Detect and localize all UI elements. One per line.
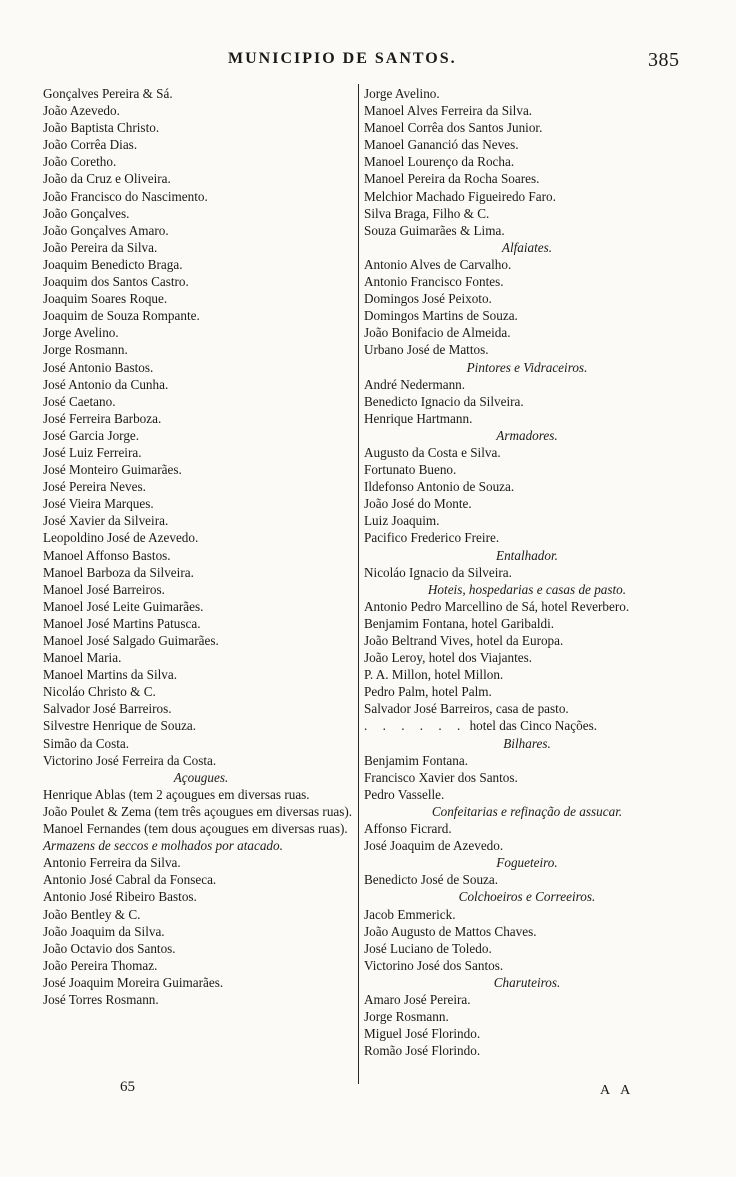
list-entry: Joaquim de Souza Rompante. [43, 308, 200, 324]
list-entry: Jorge Avelino. [43, 325, 119, 341]
list-entry: Leopoldino José de Azevedo. [43, 530, 199, 546]
pintores-list [364, 376, 690, 427]
entalhador-list [364, 564, 690, 581]
page-header [0, 50, 736, 74]
list-entry: Miguel José Florindo. [364, 1026, 481, 1042]
list-entry: Manoel Pereira da Rocha Soares. [364, 171, 540, 187]
section-heading-alfaiates: Alfaiates. [501, 239, 553, 255]
list-entry: Simão da Costa. [43, 735, 130, 751]
list-entry: Ildefonso Antonio de Souza. [364, 479, 515, 495]
list-entry: Manoel Barboza da Silveira. [43, 564, 194, 580]
list-entry: João Octavio dos Santos. [43, 940, 176, 956]
list-entry: José Torres Rosmann. [43, 991, 159, 1007]
list-entry: Benedicto José de Souza. [364, 872, 499, 888]
list-entry: Domingos José Peixoto. [364, 291, 492, 307]
list-entry: Souza Guimarães & Lima. [364, 222, 505, 238]
list-entry: João Beltrand Vives, hotel da Europa. [364, 633, 564, 648]
list-entry: Antonio Ferreira da Silva. [43, 855, 181, 871]
list-entry: João Bonifacio de Almeida. [364, 325, 511, 341]
list-entry: Benjamim Fontana. [364, 752, 469, 768]
list-entry: João Joaquim da Silva. [43, 923, 165, 939]
list-entry: José Monteiro Guimarães. [43, 462, 182, 478]
list-entry: José Xavier da Silveira. [43, 513, 169, 529]
list-entry: Antonio José Ribeiro Bastos. [43, 889, 197, 905]
list-entry: Affonso Ficrard. [364, 821, 452, 837]
list-entry: José Luciano de Toledo. [364, 940, 492, 956]
list-entry: Jorge Rosmann. [43, 342, 128, 358]
page-footer [0, 1079, 736, 1101]
list-entry: Manoel José Leite Guimarães. [43, 598, 204, 614]
list-entry: Victorino José Ferreira da Costa. [43, 752, 217, 768]
list-entry: João Leroy, hotel dos Viajantes. [364, 650, 533, 666]
left-column [43, 85, 359, 1008]
list-entry: João Baptista Christo. [43, 120, 160, 136]
list-entry: Joaquim Soares Roque. [43, 291, 168, 307]
list-entry: Joaquim dos Santos Castro. [43, 274, 189, 290]
hotel-cinco-nacoes: hotel das Cinco Nações. [469, 718, 598, 734]
list-entry: Pedro Palm, hotel Palm. [364, 684, 492, 700]
list-entry: Jorge Rosmann. [364, 1009, 449, 1025]
list-entry: José Joaquim Moreira Guimarães. [43, 974, 224, 990]
leader-dots: . . . . . . [364, 718, 467, 734]
list-entry: Silva Braga, Filho & C. [364, 205, 490, 221]
list-entry: João Poulet & Zema (tem três açougues em diversas ruas). [43, 803, 353, 819]
list-entry: João Francisco do Nascimento. [43, 188, 208, 204]
list-entry: Manoel Gananció das Neves. [364, 137, 519, 153]
list-entry: Manoel José Barreiros. [43, 581, 165, 597]
list-entry: José Vieira Marques. [43, 496, 154, 512]
right-name-list [364, 85, 690, 239]
section-heading-hoteis: Hoteis, hospedarias e casas de pasto. [427, 581, 627, 597]
list-entry: Francisco Xavier dos Santos. [364, 769, 518, 785]
left-name-list [43, 85, 359, 769]
bilhares-list [364, 752, 690, 803]
list-entry: Antonio José Cabral da Fonseca. [43, 872, 217, 888]
list-entry: José Pereira Neves. [43, 479, 146, 495]
list-entry: Henrique Hartmann. [364, 410, 473, 426]
list-entry: João Gonçalves Amaro. [43, 222, 169, 238]
list-entry: Augusto da Costa e Silva. [364, 444, 501, 460]
list-entry: Salvador José Barreiros. [43, 701, 172, 717]
list-entry: Manoel Fernandes (tem dous açougues em diversas ruas). [43, 821, 348, 837]
list-entry: José Joaquim de Azevedo. [364, 838, 504, 854]
list-entry: Romão José Florindo. [364, 1043, 481, 1059]
list-entry: José Antonio Bastos. [43, 359, 154, 375]
list-entry: Benjamim Fontana, hotel Garibaldi. [364, 615, 555, 631]
list-entry: João Pereira da Silva. [43, 239, 158, 255]
list-entry: Fortunato Bueno. [364, 462, 457, 478]
list-entry: Antonio Alves de Carvalho. [364, 256, 512, 272]
list-entry: Manoel Lourenço da Rocha. [364, 154, 515, 170]
section-heading-bilhares: Bilhares. [503, 735, 551, 751]
section-heading-acougues: Açougues. [173, 769, 229, 785]
list-entry: João Corrêa Dias. [43, 137, 138, 153]
list-entry: Antonio Pedro Marcellino de Sá, hotel Reverbero. [364, 598, 630, 614]
list-entry: João da Cruz e Oliveira. [43, 171, 171, 187]
list-entry: João Pereira Thomaz. [43, 957, 158, 973]
list-entry: Manoel Martins da Silva. [43, 667, 178, 683]
colchoeiros-list [364, 906, 690, 974]
list-entry: João Bentley & C. [43, 906, 141, 922]
list-entry: Salvador José Barreiros, casa de pasto. [364, 701, 569, 717]
list-entry: José Ferreira Barboza. [43, 410, 162, 426]
section-heading-entalhador: Entalhador. [496, 547, 558, 563]
fogueteiro-list [364, 871, 690, 888]
list-entry: Jacob Emmerick. [364, 906, 456, 922]
running-title: MUNICIPIO DE SANTOS. [228, 50, 457, 67]
list-entry: Gonçalves Pereira & Sá. [43, 86, 173, 101]
signature-mark: 65 [120, 1079, 135, 1095]
list-entry: Silvestre Henrique de Souza. [43, 718, 197, 734]
hotel-dots-entry [364, 717, 690, 734]
list-entry: Benedicto Ignacio da Silveira. [364, 393, 524, 409]
list-entry: Domingos Martins de Souza. [364, 308, 518, 324]
right-column [364, 85, 690, 1059]
list-entry: Jorge Avelino. [364, 86, 440, 101]
list-entry: Manoel José Martins Patusca. [43, 615, 201, 631]
alfaiates-list [364, 256, 690, 359]
confeitarias-list [364, 820, 690, 854]
section-heading-armadores: Armadores. [496, 427, 558, 443]
list-entry: Joaquim Benedicto Braga. [43, 256, 183, 272]
section-heading-fogueteiro: Fogueteiro. [496, 855, 558, 871]
list-entry: Pedro Vasselle. [364, 786, 445, 802]
charuteiros-list [364, 991, 690, 1059]
list-entry: André Nedermann. [364, 376, 466, 392]
hoteis-list [364, 598, 690, 718]
armazens-list [43, 854, 359, 1008]
list-entry: José Caetano. [43, 393, 116, 409]
list-entry: Manoel Affonso Bastos. [43, 547, 171, 563]
list-entry: Melchior Machado Figueiredo Faro. [364, 188, 556, 204]
section-heading-pintores: Pintores e Vidraceiros. [466, 359, 588, 375]
list-entry: José Garcia Jorge. [43, 427, 140, 443]
list-entry: Nicoláo Christo & C. [43, 684, 156, 700]
list-entry: P. A. Millon, hotel Millon. [364, 667, 504, 683]
section-heading-charuteiros: Charuteiros. [493, 974, 561, 990]
section-heading-armazens: Armazens de seccos e molhados por atacado. [43, 838, 283, 854]
list-entry: João Coretho. [43, 154, 117, 170]
list-entry: João Azevedo. [43, 103, 120, 119]
list-entry: Antonio Francisco Fontes. [364, 274, 504, 290]
list-entry: João Augusto de Mattos Chaves. [364, 923, 537, 939]
list-entry: José Antonio da Cunha. [43, 376, 169, 392]
list-entry: Victorino José dos Santos. [364, 957, 504, 973]
list-entry: Pacifico Frederico Freire. [364, 530, 500, 546]
section-heading-colchoeiros: Colchoeiros e Correeiros. [458, 889, 596, 905]
acougues-list [43, 786, 359, 837]
list-entry: Manoel Alves Ferreira da Silva. [364, 103, 533, 119]
list-entry: Amaro José Pereira. [364, 991, 471, 1007]
armadores-list [364, 444, 690, 547]
list-entry: Manoel José Salgado Guimarães. [43, 633, 219, 648]
list-entry: Manoel Maria. [43, 650, 122, 666]
list-entry: Luiz Joaquim. [364, 513, 440, 529]
list-entry: Manoel Corrêa dos Santos Junior. [364, 120, 543, 136]
list-entry: José Luiz Ferreira. [43, 444, 142, 460]
list-entry: João José do Monte. [364, 496, 472, 512]
page-number: 385 [648, 49, 680, 71]
list-entry: João Gonçalves. [43, 205, 130, 221]
list-entry: Nicoláo Ignacio da Silveira. [364, 564, 512, 580]
section-heading-confeitarias: Confeitarias e refinação de assucar. [431, 803, 623, 819]
list-entry: Urbano José de Mattos. [364, 342, 489, 358]
catchword: A A [600, 1083, 635, 1098]
list-entry: Henrique Ablas (tem 2 açougues em diversas ruas. [43, 786, 310, 802]
